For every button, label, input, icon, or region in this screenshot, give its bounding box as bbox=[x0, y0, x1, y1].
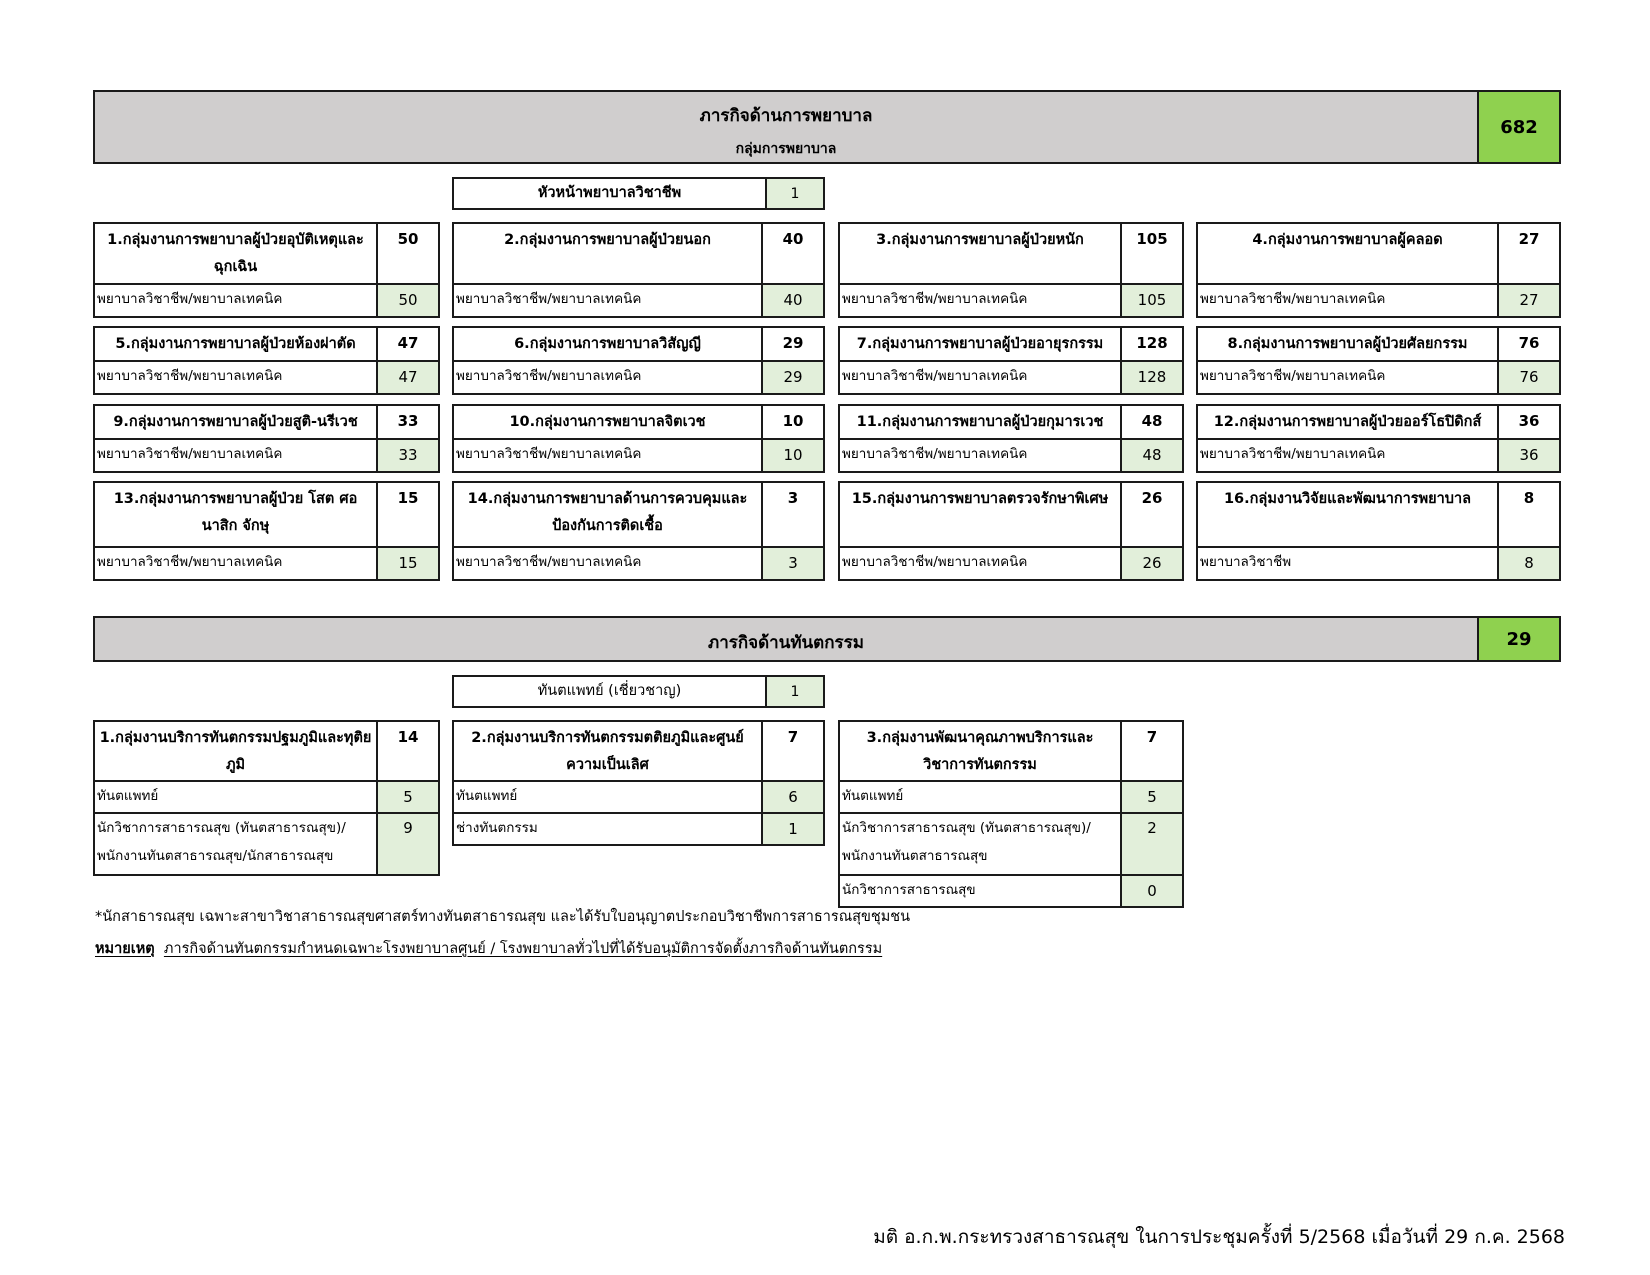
unit-total: 105 bbox=[1120, 224, 1182, 283]
position-label: พยาบาลวิชาชีพ/พยาบาลเทคนิค bbox=[456, 290, 642, 307]
unit-total: 29 bbox=[761, 328, 823, 360]
position-count: 50 bbox=[376, 285, 438, 316]
unit-total: 26 bbox=[1120, 483, 1182, 546]
head-position-label: หัวหน้าพยาบาลวิชาชีพ bbox=[537, 185, 682, 201]
unit-title: 2.กลุ่มงานการพยาบาลผู้ป่วยนอก bbox=[504, 232, 711, 248]
nursing-subtitle: กลุ่มการพยาบาล bbox=[735, 141, 837, 157]
dental-title: ภารกิจด้านทันตกรรม bbox=[708, 633, 864, 653]
unit-position-row bbox=[454, 360, 823, 393]
unit-total: 47 bbox=[376, 328, 438, 360]
unit-total: 15 bbox=[376, 483, 438, 546]
dental-head-position bbox=[452, 675, 825, 708]
position-count: 29 bbox=[761, 362, 823, 393]
dental-total: 29 bbox=[1477, 618, 1559, 660]
nursing-unit-box bbox=[838, 326, 1184, 395]
unit-total: 7 bbox=[761, 722, 823, 780]
unit-total: 10 bbox=[761, 406, 823, 438]
position-label: พยาบาลวิชาชีพ/พยาบาลเทคนิค bbox=[97, 445, 283, 462]
remark-label: หมายเหตุ bbox=[95, 941, 155, 957]
unit-header-row bbox=[840, 328, 1182, 360]
unit-header-row bbox=[840, 224, 1182, 283]
nursing-unit-box bbox=[452, 222, 825, 318]
position-count: 8 bbox=[1497, 548, 1559, 579]
unit-title: 1.กลุ่มงานการพยาบาลผู้ป่วยอุบัติเหตุและฉุกเฉิน bbox=[107, 232, 364, 275]
position-label: พยาบาลวิชาชีพ bbox=[1200, 553, 1292, 570]
position-label: นักวิชาการสาธารณสุข (ทันตสาธารณสุข)/พนักงานทันตสาธารณสุข/นักสาธารณสุข bbox=[97, 820, 346, 864]
unit-title: 8.กลุ่มงานการพยาบาลผู้ป่วยศัลยกรรม bbox=[1227, 336, 1468, 352]
asterisk-note: *นักสาธารณสุข เฉพาะสาขาวิชาสาธารณสุขศาสตร์ทางทันตสาธารณสุข และได้รับใบอนุญาตประกอบวิชาชีพการสาธารณสุขชุมชน bbox=[95, 909, 911, 925]
unit-title: 12.กลุ่มงานการพยาบาลผู้ป่วยออร์โธปิดิกส์ bbox=[1213, 414, 1482, 430]
position-count: 9 bbox=[376, 814, 438, 874]
nursing-unit-box bbox=[452, 326, 825, 395]
unit-position-row bbox=[840, 438, 1182, 471]
position-label: นักวิชาการสาธารณสุข (ทันตสาธารณสุข)/พนักงานทันตสาธารณสุข bbox=[842, 820, 1091, 864]
position-label: พยาบาลวิชาชีพ/พยาบาลเทคนิค bbox=[842, 553, 1028, 570]
unit-position-row bbox=[95, 360, 438, 393]
position-count: 2 bbox=[1120, 814, 1182, 874]
unit-total: 27 bbox=[1497, 224, 1559, 283]
unit-position-row bbox=[1198, 283, 1559, 316]
unit-title: 4.กลุ่มงานการพยาบาลผู้คลอด bbox=[1252, 232, 1443, 248]
footer-resolution: มติ อ.ก.พ.กระทรวงสาธารณสุข ในการประชุมครั้งที่ 5/2568 เมื่อวันที่ 29 ก.ค. 2568 bbox=[873, 1226, 1565, 1248]
unit-position-row bbox=[454, 438, 823, 471]
unit-header-row bbox=[95, 224, 438, 283]
nursing-unit-box bbox=[93, 326, 440, 395]
unit-header-row bbox=[454, 483, 823, 546]
position-count: 6 bbox=[761, 782, 823, 812]
unit-header-row bbox=[454, 328, 823, 360]
position-count: 15 bbox=[376, 548, 438, 579]
unit-header-row bbox=[95, 406, 438, 438]
unit-position-row bbox=[454, 283, 823, 316]
nursing-title: ภารกิจด้านการพยาบาล bbox=[699, 106, 873, 126]
dental-head-position-label: ทันตแพทย์ (เชี่ยวชาญ) bbox=[537, 683, 682, 699]
unit-header-row bbox=[454, 722, 823, 780]
position-label: นักวิชาการสาธารณสุข bbox=[842, 882, 976, 898]
remark-note bbox=[95, 937, 882, 960]
nursing-unit-box bbox=[1196, 222, 1561, 318]
unit-position-row bbox=[840, 874, 1182, 906]
nursing-unit-box bbox=[93, 481, 440, 581]
unit-title: 2.กลุ่มงานบริการทันตกรรมตติยภูมิและศูนย์ความเป็นเลิศ bbox=[471, 730, 744, 773]
unit-position-row bbox=[840, 546, 1182, 579]
position-count: 33 bbox=[376, 440, 438, 471]
unit-title: 3.กลุ่มงานการพยาบาลผู้ป่วยหนัก bbox=[876, 232, 1084, 248]
unit-total: 8 bbox=[1497, 483, 1559, 546]
nursing-head-position bbox=[452, 177, 825, 210]
position-count: 10 bbox=[761, 440, 823, 471]
unit-position-row bbox=[1198, 360, 1559, 393]
unit-title: 1.กลุ่มงานบริการทันตกรรมปฐมภูมิและทุติยภูมิ bbox=[99, 730, 372, 773]
unit-header-row bbox=[1198, 406, 1559, 438]
position-count: 26 bbox=[1120, 548, 1182, 579]
unit-title: 16.กลุ่มงานวิจัยและพัฒนาการพยาบาล bbox=[1223, 491, 1472, 507]
unit-total: 128 bbox=[1120, 328, 1182, 360]
position-count: 128 bbox=[1120, 362, 1182, 393]
unit-header-row bbox=[95, 722, 438, 780]
unit-header-row bbox=[95, 328, 438, 360]
unit-header-row bbox=[1198, 328, 1559, 360]
nursing-unit-box bbox=[1196, 326, 1561, 395]
unit-title: 14.กลุ่มงานการพยาบาลด้านการควบคุมและป้องกันการติดเชื้อ bbox=[467, 491, 748, 534]
position-label: ทันตแพทย์ bbox=[456, 788, 518, 804]
nursing-unit-box bbox=[93, 222, 440, 318]
position-count: 0 bbox=[1120, 876, 1182, 906]
position-label: ทันตแพทย์ bbox=[842, 788, 904, 804]
head-position-count: 1 bbox=[765, 179, 823, 208]
unit-position-row bbox=[454, 780, 823, 812]
nursing-unit-box bbox=[1196, 481, 1561, 581]
position-count: 3 bbox=[761, 548, 823, 579]
unit-header-row bbox=[1198, 224, 1559, 283]
unit-title: 7.กลุ่มงานการพยาบาลผู้ป่วยอายุรกรรม bbox=[856, 336, 1104, 352]
unit-header-row bbox=[840, 722, 1182, 780]
unit-position-row bbox=[95, 546, 438, 579]
nursing-unit-box bbox=[838, 481, 1184, 581]
position-label: ช่างทันตกรรม bbox=[456, 820, 538, 836]
position-count: 48 bbox=[1120, 440, 1182, 471]
dental-section-header bbox=[93, 616, 1561, 662]
remark-text: ภารกิจด้านทันตกรรมกำหนดเฉพาะโรงพยาบาลศูนย์ / โรงพยาบาลทั่วไปที่ได้รับอนุมัติการจัดตั้งภารกิจด้านทันตกรรม bbox=[163, 941, 883, 957]
position-count: 40 bbox=[761, 285, 823, 316]
position-count: 36 bbox=[1497, 440, 1559, 471]
position-label: พยาบาลวิชาชีพ/พยาบาลเทคนิค bbox=[1200, 290, 1386, 307]
unit-header-row bbox=[454, 224, 823, 283]
position-count: 27 bbox=[1497, 285, 1559, 316]
dental-unit-box bbox=[452, 720, 825, 846]
unit-title: 5.กลุ่มงานการพยาบาลผู้ป่วยห้องผ่าตัด bbox=[115, 336, 356, 352]
unit-total: 76 bbox=[1497, 328, 1559, 360]
position-label: พยาบาลวิชาชีพ/พยาบาลเทคนิค bbox=[1200, 367, 1386, 384]
unit-total: 50 bbox=[376, 224, 438, 283]
position-label: พยาบาลวิชาชีพ/พยาบาลเทคนิค bbox=[1200, 445, 1386, 462]
unit-total: 36 bbox=[1497, 406, 1559, 438]
unit-position-row bbox=[95, 780, 438, 812]
position-label: พยาบาลวิชาชีพ/พยาบาลเทคนิค bbox=[842, 445, 1028, 462]
unit-total: 3 bbox=[761, 483, 823, 546]
nursing-unit-box bbox=[1196, 404, 1561, 473]
position-count: 47 bbox=[376, 362, 438, 393]
unit-header-row bbox=[454, 406, 823, 438]
position-count: 76 bbox=[1497, 362, 1559, 393]
unit-total: 40 bbox=[761, 224, 823, 283]
unit-title: 10.กลุ่มงานการพยาบาลจิตเวช bbox=[509, 414, 706, 430]
unit-position-row bbox=[1198, 438, 1559, 471]
nursing-unit-box bbox=[838, 222, 1184, 318]
dental-head-position-count: 1 bbox=[765, 677, 823, 706]
nursing-total: 682 bbox=[1477, 92, 1559, 162]
unit-header-row bbox=[840, 406, 1182, 438]
unit-total: 14 bbox=[376, 722, 438, 780]
unit-position-row bbox=[454, 812, 823, 844]
unit-total: 33 bbox=[376, 406, 438, 438]
unit-title: 9.กลุ่มงานการพยาบาลผู้ป่วยสูติ-นรีเวช bbox=[113, 414, 358, 430]
unit-position-row bbox=[840, 360, 1182, 393]
unit-title: 11.กลุ่มงานการพยาบาลผู้ป่วยกุมารเวช bbox=[856, 414, 1104, 430]
unit-position-row bbox=[454, 546, 823, 579]
unit-title: 13.กลุ่มงานการพยาบาลผู้ป่วย โสต ศอ นาสิก จักษุ bbox=[113, 491, 358, 534]
position-count: 5 bbox=[376, 782, 438, 812]
unit-header-row bbox=[840, 483, 1182, 546]
position-label: พยาบาลวิชาชีพ/พยาบาลเทคนิค bbox=[456, 553, 642, 570]
position-count: 1 bbox=[761, 814, 823, 844]
dental-unit-box bbox=[838, 720, 1184, 908]
unit-position-row bbox=[95, 438, 438, 471]
nursing-unit-box bbox=[838, 404, 1184, 473]
position-label: พยาบาลวิชาชีพ/พยาบาลเทคนิค bbox=[842, 367, 1028, 384]
position-label: พยาบาลวิชาชีพ/พยาบาลเทคนิค bbox=[97, 367, 283, 384]
unit-position-row bbox=[95, 812, 438, 874]
nursing-section-header bbox=[93, 90, 1561, 164]
unit-title: 6.กลุ่มงานการพยาบาลวิสัญญี bbox=[514, 336, 701, 352]
nursing-unit-box bbox=[452, 404, 825, 473]
unit-total: 48 bbox=[1120, 406, 1182, 438]
nursing-unit-box bbox=[452, 481, 825, 581]
position-label: พยาบาลวิชาชีพ/พยาบาลเทคนิค bbox=[842, 290, 1028, 307]
unit-title: 3.กลุ่มงานพัฒนาคุณภาพบริการและวิชาการทันตกรรม bbox=[866, 730, 1094, 773]
position-count: 5 bbox=[1120, 782, 1182, 812]
unit-position-row bbox=[95, 283, 438, 316]
position-label: พยาบาลวิชาชีพ/พยาบาลเทคนิค bbox=[97, 290, 283, 307]
unit-total: 7 bbox=[1120, 722, 1182, 780]
unit-position-row bbox=[840, 780, 1182, 812]
nursing-unit-box bbox=[93, 404, 440, 473]
position-label: พยาบาลวิชาชีพ/พยาบาลเทคนิค bbox=[456, 445, 642, 462]
unit-title: 15.กลุ่มงานการพยาบาลตรวจรักษาพิเศษ bbox=[851, 491, 1109, 507]
unit-position-row bbox=[840, 283, 1182, 316]
position-label: พยาบาลวิชาชีพ/พยาบาลเทคนิค bbox=[456, 367, 642, 384]
position-label: ทันตแพทย์ bbox=[97, 788, 159, 804]
unit-header-row bbox=[95, 483, 438, 546]
position-count: 105 bbox=[1120, 285, 1182, 316]
unit-position-row bbox=[840, 812, 1182, 874]
position-label: พยาบาลวิชาชีพ/พยาบาลเทคนิค bbox=[97, 553, 283, 570]
unit-position-row bbox=[1198, 546, 1559, 579]
unit-header-row bbox=[1198, 483, 1559, 546]
dental-unit-box bbox=[93, 720, 440, 876]
